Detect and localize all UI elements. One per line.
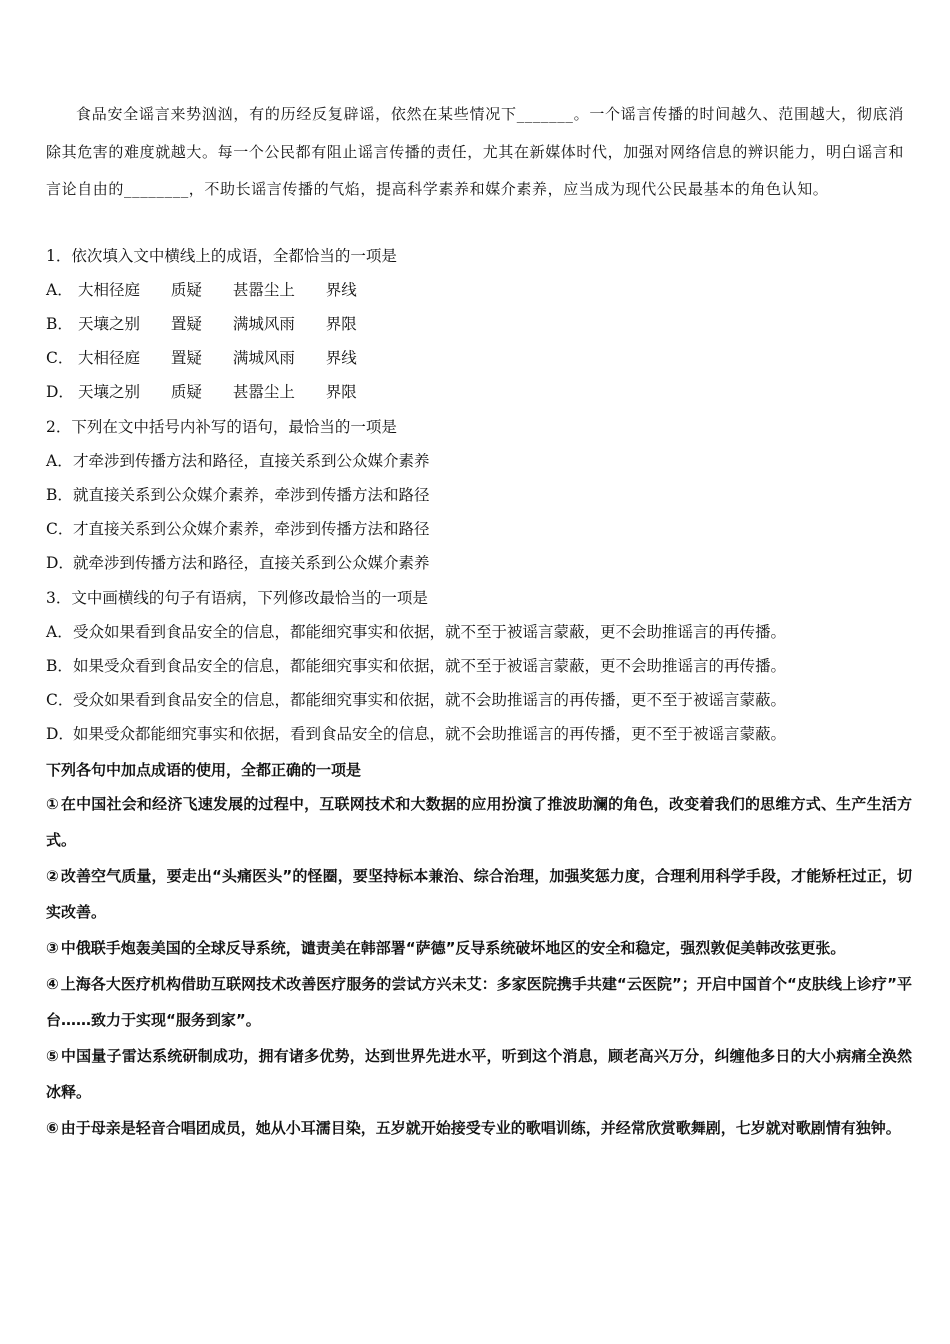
option-label: A． bbox=[46, 281, 73, 299]
option-word: 界限 bbox=[325, 383, 357, 401]
question-3-stem: 3．文中画横线的句子有语病，下列修改最恰当的一项是 bbox=[46, 589, 428, 607]
option-word: 满城风雨 bbox=[232, 315, 295, 333]
question-2-option-a bbox=[46, 444, 916, 478]
option-text: 才直接关系到公众媒介素养，牵涉到传播方法和路径 bbox=[73, 520, 430, 538]
question-3-option-a bbox=[46, 615, 916, 649]
question-1-option-d bbox=[46, 375, 916, 409]
option-text: 受众如果看到食品安全的信息，都能细究事实和依据，就不至于被谣言蒙蔽，更不会助推谣言的再传播。 bbox=[73, 623, 787, 641]
option-label: C． bbox=[46, 520, 74, 538]
option-label: D． bbox=[46, 725, 74, 743]
question-4-title: 下列各句中加点成语的使用，全都正确的一项是 bbox=[46, 761, 362, 779]
option-label: A． bbox=[46, 623, 73, 641]
item-text: 在中国社会和经济飞速发展的过程中，互联网技术和大数据的应用扮演了推波助澜的角色，改变着我们的思维方式、生产生活方式。 bbox=[46, 795, 912, 849]
option-label: D． bbox=[46, 554, 74, 572]
option-label: B． bbox=[46, 486, 73, 504]
item-number: ⑤ bbox=[46, 1047, 59, 1065]
option-text: 如果受众看到食品安全的信息，都能细究事实和依据，就不至于被谣言蒙蔽，更不会助推谣言的再传播。 bbox=[73, 657, 787, 675]
option-text: 受众如果看到食品安全的信息，都能细究事实和依据，就不会助推谣言的再传播，更不至于被谣言蒙蔽。 bbox=[73, 691, 787, 709]
option-text: 就牵涉到传播方法和路径，直接关系到公众媒介素养 bbox=[73, 554, 430, 572]
question-2-stem: 2．下列在文中括号内补写的语句，最恰当的一项是 bbox=[46, 418, 397, 436]
question-1-option-a bbox=[46, 273, 916, 307]
question-3-option-b bbox=[46, 649, 916, 683]
question-1-option-c bbox=[46, 341, 916, 375]
question-1-option-b bbox=[46, 307, 916, 341]
option-word: 界线 bbox=[325, 349, 357, 367]
option-label: A． bbox=[46, 452, 73, 470]
question-4 bbox=[46, 754, 912, 1146]
question-2-option-d bbox=[46, 546, 916, 580]
question-2-option-b bbox=[46, 478, 916, 512]
question-4-item-1 bbox=[46, 786, 912, 858]
question-4-item-4 bbox=[46, 966, 912, 1038]
item-text: 中俄联手炮轰美国的全球反导系统，谴责美在韩部署“萨德”反导系统破坏地区的安全和稳定，强烈敦促美韩改弦更张。 bbox=[60, 939, 846, 957]
item-number: ② bbox=[46, 867, 59, 885]
reading-passage bbox=[46, 96, 904, 209]
question-3-option-d bbox=[46, 717, 916, 751]
item-number: ① bbox=[46, 795, 59, 813]
item-number: ⑥ bbox=[46, 1119, 59, 1137]
option-word: 置疑 bbox=[170, 349, 202, 367]
question-4-item-3 bbox=[46, 930, 912, 966]
question-1-stem: 1．依次填入文中横线上的成语，全都恰当的一项是 bbox=[46, 247, 397, 265]
option-label: D． bbox=[46, 383, 74, 401]
option-text: 如果受众都能细究事实和依据，看到食品安全的信息，就不会助推谣言的再传播，更不至于被谣言蒙蔽。 bbox=[73, 725, 787, 743]
option-label: B． bbox=[46, 657, 73, 675]
option-text: 就直接关系到公众媒介素养，牵涉到传播方法和路径 bbox=[73, 486, 430, 504]
option-label: B． bbox=[46, 315, 73, 333]
option-word: 满城风雨 bbox=[232, 349, 295, 367]
question-4-item-5 bbox=[46, 1038, 912, 1110]
option-word: 大相径庭 bbox=[77, 349, 140, 367]
question-4-item-6 bbox=[46, 1110, 912, 1146]
option-word: 甚嚣尘上 bbox=[232, 281, 295, 299]
item-text: 上海各大医疗机构借助互联网技术改善医疗服务的尝试方兴未艾：多家医院携手共建“云医院”；开启中国首个“皮肤线上诊疗”平台……致力于实现“服务到家”。 bbox=[46, 975, 912, 1029]
passage-text: 食品安全谣言来势汹汹，有的历经反复辟谣，依然在某些情况下_______。一个谣言传播的时间越久、范围越大，彻底消除其危害的难度就越大。每一个公民都有阻止谣言传播的责任，尤其在新媒体时代，加强对网络信息的辨识能力，明白谣言和言论自由的________，不助长谣言传播的气焰，提高科学素养和媒介素养，应当成为现代公民最基本的角色认知。 bbox=[46, 105, 905, 198]
option-word: 置疑 bbox=[170, 315, 202, 333]
item-text: 由于母亲是轻音合唱团成员，她从小耳濡目染，五岁就开始接受专业的歌唱训练，并经常欣赏歌舞剧，七岁就对歌剧情有独钟。 bbox=[60, 1119, 901, 1137]
option-word: 质疑 bbox=[170, 281, 202, 299]
option-label: C． bbox=[46, 691, 74, 709]
option-word: 界线 bbox=[325, 281, 357, 299]
option-word: 界限 bbox=[325, 315, 357, 333]
question-1 bbox=[46, 239, 916, 409]
option-word: 甚嚣尘上 bbox=[232, 383, 295, 401]
item-number: ③ bbox=[46, 939, 59, 957]
option-text: 才牵涉到传播方法和路径，直接关系到公众媒介素养 bbox=[73, 452, 430, 470]
item-text: 改善空气质量，要走出“头痛医头”的怪圈，要坚持标本兼治、综合治理，加强奖惩力度，合理利用科学手段，才能矫枉过正，切实改善。 bbox=[46, 867, 912, 921]
option-word: 天壤之别 bbox=[77, 383, 140, 401]
option-word: 天壤之别 bbox=[77, 315, 140, 333]
question-3 bbox=[46, 581, 916, 751]
question-3-option-c bbox=[46, 683, 916, 717]
option-label: C． bbox=[46, 349, 74, 367]
question-4-item-2 bbox=[46, 858, 912, 930]
question-2-option-c bbox=[46, 512, 916, 546]
item-text: 中国量子雷达系统研制成功，拥有诸多优势，达到世界先进水平，听到这个消息，顾老高兴万分，纠缠他多日的大小病痛全涣然冰释。 bbox=[46, 1047, 912, 1101]
option-word: 质疑 bbox=[170, 383, 202, 401]
item-number: ④ bbox=[46, 975, 59, 993]
question-2 bbox=[46, 410, 916, 580]
option-word: 大相径庭 bbox=[77, 281, 140, 299]
